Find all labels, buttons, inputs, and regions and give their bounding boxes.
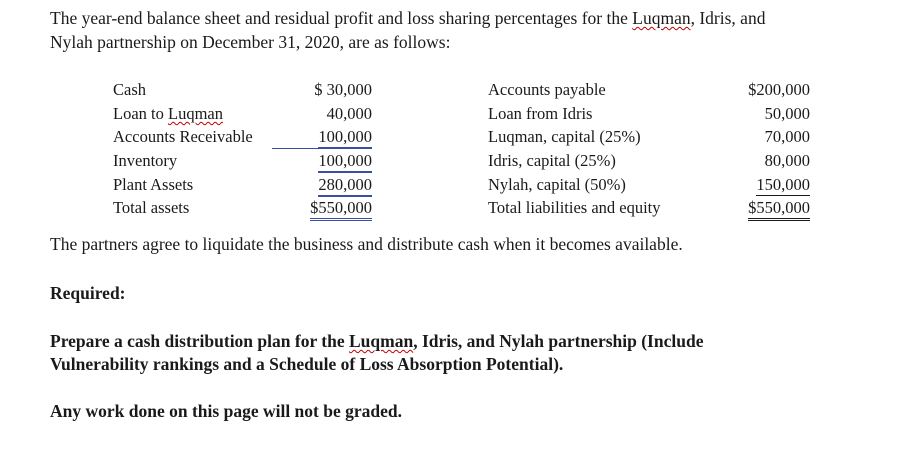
required-heading: Required: [50,283,126,303]
liability-label-nylah-capital: Nylah, capital (50%) [488,175,626,194]
liability-amount-idris-capital: 80,000 [764,151,810,170]
problem-intro [50,6,890,54]
asset-amount-accounts-receivable: 100,000 [318,127,372,149]
asset-amount-cash: $ 30,000 [314,80,372,99]
liability-label-luqman-capital: Luqman, capital (25%) [488,127,641,146]
asset-amount-loan-to-luqman: 40,000 [326,104,372,123]
asset-amount-inventory: 100,000 [318,151,372,173]
intro-line-1: The year-end balance sheet and residual profit and loss sharing percentages for the Luqman, Idris, and [50,8,766,28]
liquidation-statement: The partners agree to liquidate the business and distribute cash when it becomes available. [50,234,683,254]
liability-amount-total-liabilities-equity: $550,000 [748,198,810,221]
asset-label-total-assets: Total assets [113,198,190,217]
grading-note: Any work done on this page will not be graded. [50,401,402,421]
accounts-receivable-underline [272,148,372,149]
asset-label-cash: Cash [113,80,146,99]
partner-name-luqman: Luqman [632,8,691,28]
asset-amount-total-assets: $550,000 [310,198,372,221]
loan-to-luqman-text: Loan to Luqman [113,104,223,123]
intro-line-2: Nylah partnership on December 31, 2020, are as follows: [50,32,451,52]
task-partner-name-luqman: Luqman [348,331,414,351]
asset-label-plant-assets: Plant Assets [113,175,194,194]
asset-amount-plant-assets: 280,000 [318,175,372,197]
liability-amount-loan-from-idris: 50,000 [764,104,810,123]
asset-label-inventory: Inventory [113,151,178,170]
liability-amount-luqman-capital: 70,000 [764,127,810,146]
liability-label-accounts-payable: Accounts payable [488,80,606,99]
task-line-2: Vulnerability rankings and a Schedule of Loss Absorption Potential). [50,354,564,374]
asset-partner-name-luqman: Luqman [168,104,223,123]
liability-label-total-liabilities-equity: Total liabilities and equity [488,198,661,217]
asset-label-accounts-receivable: Accounts Receivable [113,127,253,146]
liability-label-loan-from-idris: Loan from Idris [488,104,593,123]
task-instructions [50,330,703,376]
asset-label-loan-to-luqman [113,104,223,124]
liability-amount-accounts-payable: $200,000 [748,80,810,99]
liability-label-idris-capital: Idris, capital (25%) [488,151,616,170]
liability-amount-nylah-capital: 150,000 [756,175,810,194]
task-line-1: Prepare a cash distribution plan for the Luqman, Idris, and Nylah partnership (Include [50,331,704,351]
